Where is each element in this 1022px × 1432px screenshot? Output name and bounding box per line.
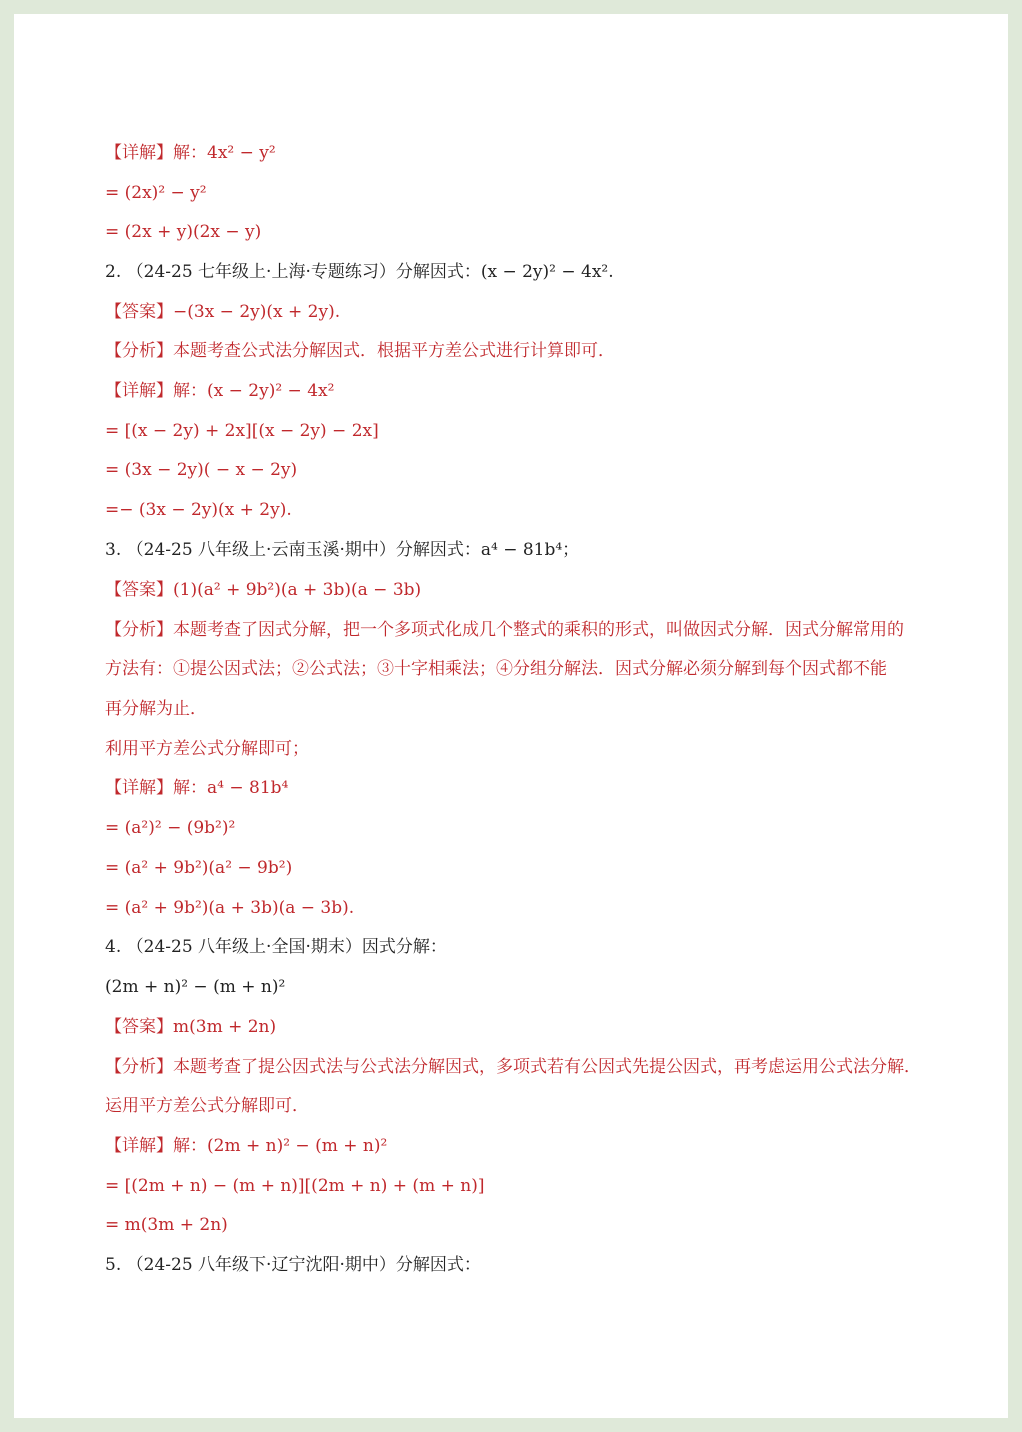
text-line: = (2x + y)(2x − y) — [105, 222, 262, 242]
question-line: 5. （24-25 八年级下·辽宁沈阳·期中）分解因式： — [105, 1255, 481, 1275]
text-line: 【详解】解：(2m + n)² − (m + n)² — [105, 1136, 388, 1156]
text-line: =− (3x − 2y)(x + 2y). — [105, 500, 292, 520]
text-line: = (a²)² − (9b²)² — [105, 818, 236, 838]
text-line: 【详解】解：(x − 2y)² − 4x² — [105, 381, 335, 401]
text-line: = (a² + 9b²)(a + 3b)(a − 3b). — [105, 898, 355, 918]
text-line: = [(x − 2y) + 2x][(x − 2y) − 2x] — [105, 421, 379, 441]
text-line: = (a² + 9b²)(a² − 9b²) — [105, 858, 293, 878]
text-line: = (3x − 2y)( − x − 2y) — [105, 460, 298, 480]
text-line: 运用平方差公式分解即可． — [105, 1096, 309, 1116]
text-line: = (2x)² − y² — [105, 183, 207, 203]
text-line: 利用平方差公式分解即可； — [105, 739, 309, 759]
answer-line: 【答案】m(3m + 2n) — [105, 1017, 277, 1037]
analysis-line: 方法有：①提公因式法；②公式法；③十字相乘法；④分组分解法．因式分解必须分解到每个因式都不能 — [105, 659, 887, 679]
text-line: 【详解】解：4x² − y² — [105, 143, 276, 163]
document-page — [14, 14, 1008, 1418]
answer-line: 【答案】−(3x − 2y)(x + 2y). — [105, 302, 341, 322]
analysis-line: 【分析】本题考查公式法分解因式．根据平方差公式进行计算即可． — [105, 341, 615, 361]
text-line: = [(2m + n) − (m + n)][(2m + n) + (m + n)] — [105, 1176, 485, 1196]
analysis-line: 再分解为止． — [105, 699, 207, 719]
question-line: (2m + n)² − (m + n)² — [105, 977, 286, 997]
text-line: 【详解】解：a⁴ − 81b⁴ — [105, 778, 289, 798]
analysis-line: 【分析】本题考查了因式分解，把一个多项式化成几个整式的乘积的形式，叫做因式分解．因式分解常用的 — [105, 620, 904, 640]
question-line: 2. （24-25 七年级上·上海·专题练习）分解因式：(x − 2y)² − 4x². — [105, 262, 614, 282]
text-line: = m(3m + 2n) — [105, 1215, 228, 1235]
question-line: 3. （24-25 八年级上·云南玉溪·期中）分解因式：a⁴ − 81b⁴； — [105, 540, 580, 560]
answer-line: 【答案】(1)(a² + 9b²)(a + 3b)(a − 3b) — [105, 580, 422, 600]
question-line: 4. （24-25 八年级上·全国·期末）因式分解： — [105, 937, 447, 957]
analysis-line: 【分析】本题考查了提公因式法与公式法分解因式，多项式若有公因式先提公因式，再考虑运用公式法分解． — [105, 1057, 921, 1077]
